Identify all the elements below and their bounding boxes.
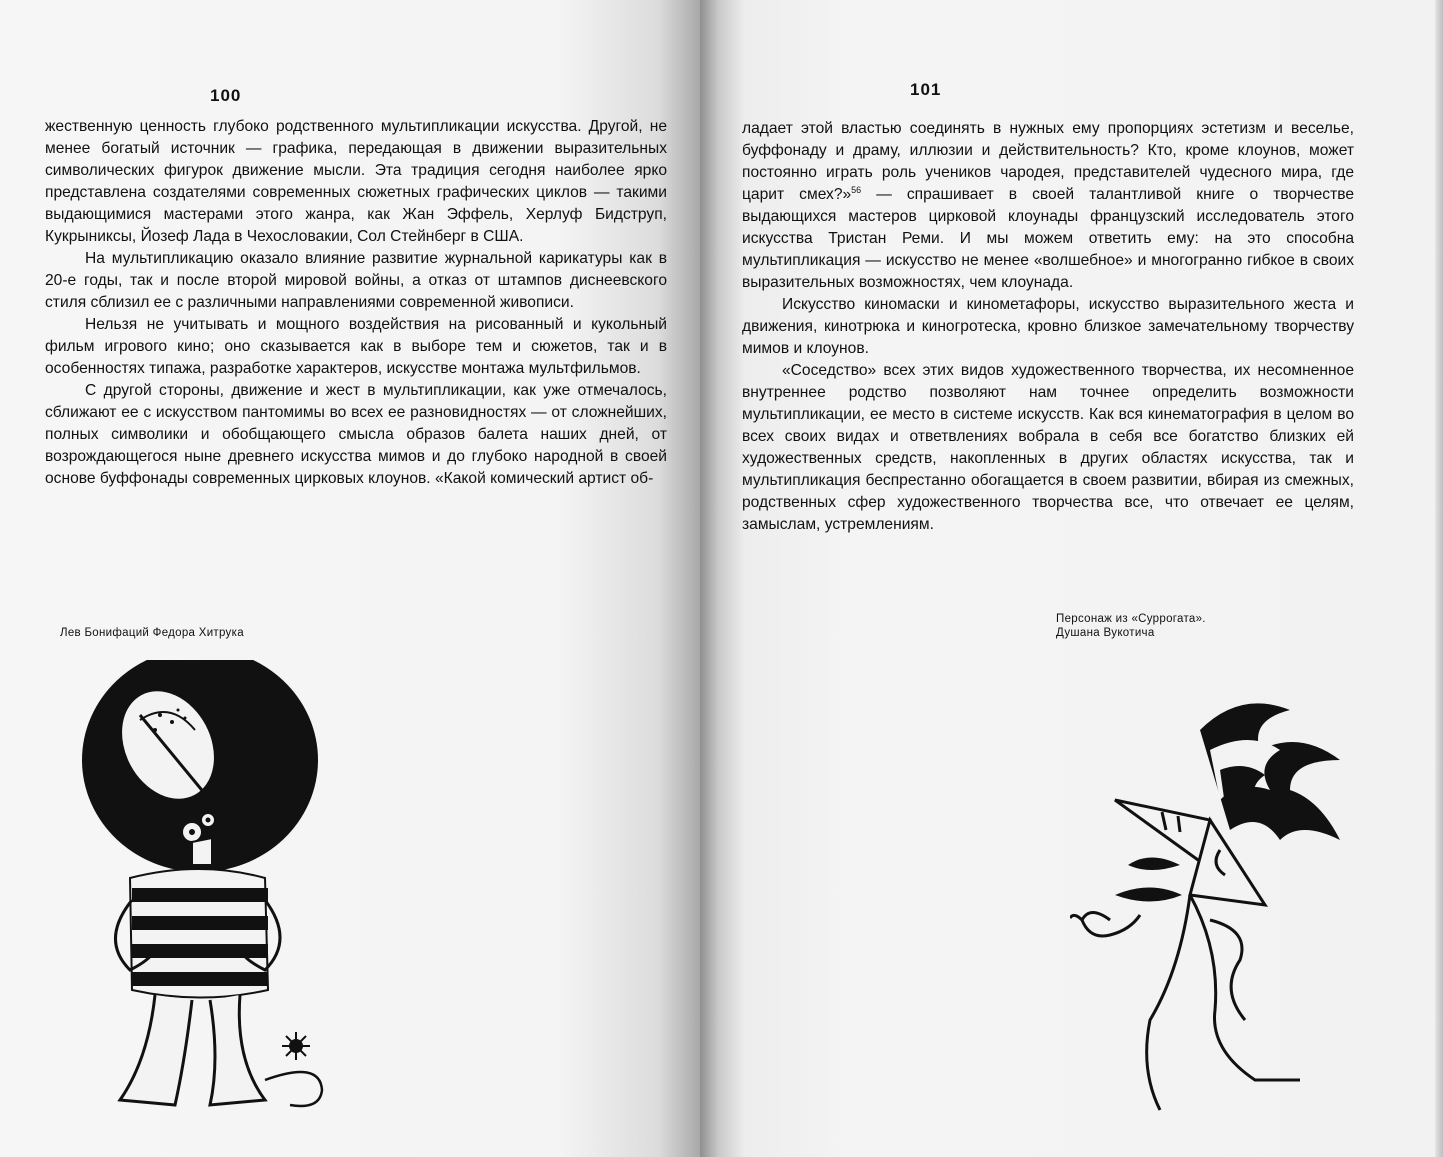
left-page bbox=[0, 0, 700, 1157]
caption-right bbox=[1056, 612, 1206, 640]
caption-left: Лев Бонифаций Федора Хитрука bbox=[60, 627, 244, 639]
paragraph bbox=[742, 118, 1354, 294]
surrogat-character-illustration bbox=[1070, 690, 1370, 1130]
page-number-left: 100 bbox=[210, 86, 242, 105]
caption-line: Душана Вукотича bbox=[1056, 627, 1155, 639]
paragraph: С другой стороны, движение и жест в мультипликации, как уже отмечалось, сближают ее с искусством пантомимы во всех ее разновидностях — от сложнейших, полных символики и обобщающего смысла образов балета наших дней, от возрождающегося ныне древнего искусства мимов и до глубоко народной в своей основе буффонады современных цирковых клоунов. «Какой комический артист об- bbox=[45, 382, 667, 487]
paragraph: жественную ценность глубоко родственного мультипликации искусства. Другой, не менее богатый источник — графика, передающая в движении выразительных символических фигурок движение мысли. Эта традиция сегодня наиболее ярко представлена создателями современных сюжетных графических циклов — такими выдающимися мастерами этого жанра, как Жан Эффель, Херлуф Бидструп, Кукрыниксы, Йозеф Лада в Чехословакии, Сол Стейнберг в США. bbox=[45, 118, 667, 245]
paragraph: Искусство киномаски и кинометафоры, искусство выразительного жеста и движения, кинотрюка и киногротеска, кровно близкое замечательному творчеству мимов и клоунов. bbox=[742, 296, 1354, 357]
paragraph: На мультипликацию оказало влияние развитие журнальной карикатуры как в 20-е годы, так и после второй мировой войны, а отказ от штампов диснеевского стиля сблизил ее с различными направлениями современной живописи. bbox=[45, 250, 667, 311]
page-number-right: 101 bbox=[910, 80, 942, 99]
paragraph-text: ладает этой властью соединять в нужных ему пропорциях эстетизм и веселье, буффонаду и драму, иллюзии и действительность? Кто, кроме клоунов, может постоянно играть роль учеников чародея, представителей чудесного мира, где царит смех?» bbox=[742, 120, 1354, 203]
paragraph: «Соседство» всех этих видов художественного творчества, их несомненное внутреннее родство позволяют нам точнее определить возможности мультипликации, ее место в системе искусств. Как вся кинематография в целом во всех своих видах и ответвлениях вобрала в себя все богатство близких ей художественных средств, накопленных в других областях искусства, так и мультипликация беспрестанно обогащается в своем развитии, вбирая из смежных, родственных сфер художественного творчества все, что отвечает ее целям, замыслам, устремлениям. bbox=[742, 362, 1354, 533]
right-page bbox=[700, 0, 1443, 1157]
paragraph: Нельзя не учитывать и мощного воздействия на рисованный и кукольный фильм игрового кино; оно сказывается как в выборе тем и сюжетов, так и в особенностях типажа, разработке характеров, искусстве монтажа мультфильмов. bbox=[45, 316, 667, 377]
footnote-reference[interactable]: 56 bbox=[851, 184, 862, 195]
caption-line: Персонаж из «Суррогата». bbox=[1056, 613, 1206, 625]
paragraph-text: — спрашивает в своей талантливой книге о творчестве выдающихся мастеров цирковой клоунады французский исследователь этого искусства Тристан Реми. И мы можем ответить ему: на это способна мультипликация — искусство не менее «волшебное» и многогранно гибкое в своих выразительных возможностях, чем клоунада. bbox=[742, 186, 1354, 291]
right-text-column bbox=[742, 118, 1354, 536]
lion-bonifacius-illustration bbox=[60, 660, 360, 1130]
left-text-column bbox=[45, 116, 667, 490]
